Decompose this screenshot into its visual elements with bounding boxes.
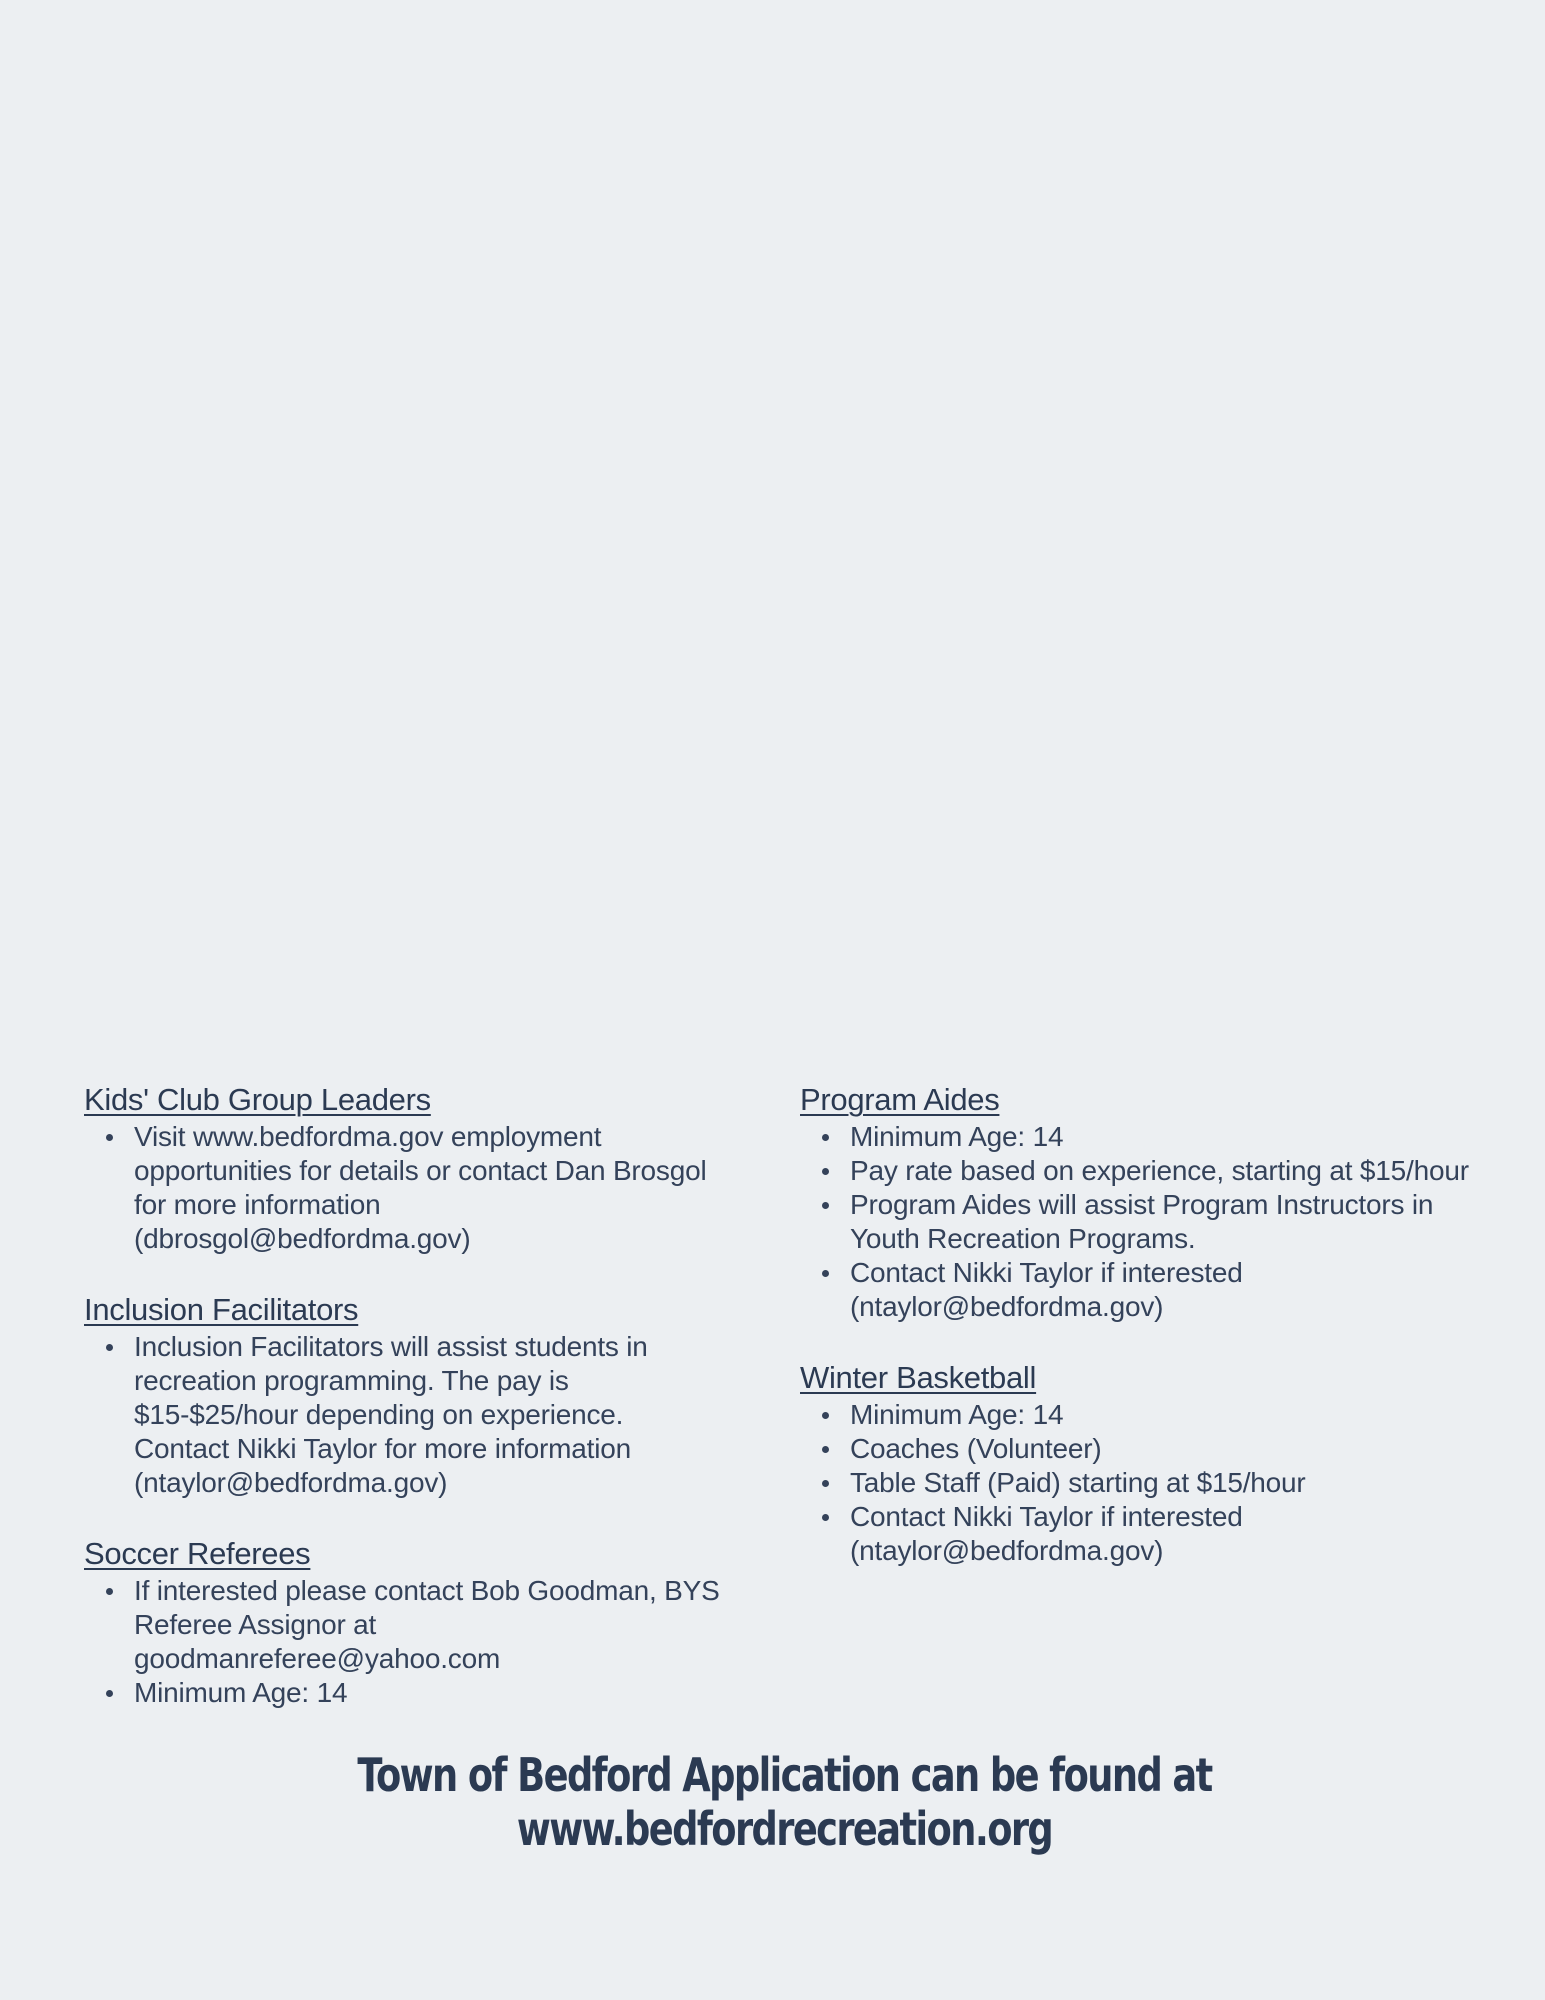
list-item: Visit www.bedfordma.gov employment opportunities for details or contact Dan Brosgol for more information (dbrosgol@bedfordma.gov) <box>134 1120 724 1256</box>
section-program-aides <box>800 1080 1480 1324</box>
section-soccer-referees <box>84 1534 724 1710</box>
list-item: Minimum Age: 14 <box>134 1676 724 1710</box>
section-title: Kids' Club Group Leaders <box>84 1082 431 1117</box>
section-winter-basketball <box>800 1358 1480 1568</box>
footer-application-text: Town of Bedford Application can be found at www.bedfordrecreation.org <box>357 1748 1212 1856</box>
bullet-list <box>800 1120 1480 1324</box>
list-item: Program Aides will assist Program Instructors in Youth Recreation Programs. <box>850 1188 1480 1256</box>
list-item: If interested please contact Bob Goodman, BYS Referee Assignor at goodmanreferee@yahoo.com <box>134 1574 724 1676</box>
left-column <box>84 1080 724 1744</box>
right-column <box>800 1080 1480 1602</box>
section-kids-club-group-leaders <box>84 1080 724 1256</box>
list-item: Contact Nikki Taylor if interested (ntaylor@bedfordma.gov) <box>850 1256 1480 1324</box>
bullet-list <box>84 1120 724 1256</box>
list-item: Minimum Age: 14 <box>850 1120 1480 1154</box>
bullet-list <box>800 1398 1480 1568</box>
list-item: Table Staff (Paid) starting at $15/hour <box>850 1466 1480 1500</box>
list-item: Pay rate based on experience, starting at $15/hour <box>850 1154 1480 1188</box>
section-inclusion-facilitators <box>84 1290 724 1500</box>
list-item: Contact Nikki Taylor if interested (ntaylor@bedfordma.gov) <box>850 1500 1480 1568</box>
section-title: Winter Basketball <box>800 1360 1037 1395</box>
list-item: Coaches (Volunteer) <box>850 1432 1480 1466</box>
section-title: Program Aides <box>800 1082 1000 1117</box>
list-item: Inclusion Facilitators will assist students in recreation programming. The pay is $15-$25/hour depending on experience. Contact Nikki Taylor for more information (ntaylor@bedfordma.gov) <box>134 1330 724 1500</box>
bullet-list <box>84 1574 724 1710</box>
bullet-list <box>84 1330 724 1500</box>
section-title: Inclusion Facilitators <box>84 1292 359 1327</box>
list-item: Minimum Age: 14 <box>850 1398 1480 1432</box>
section-title: Soccer Referees <box>84 1536 311 1571</box>
